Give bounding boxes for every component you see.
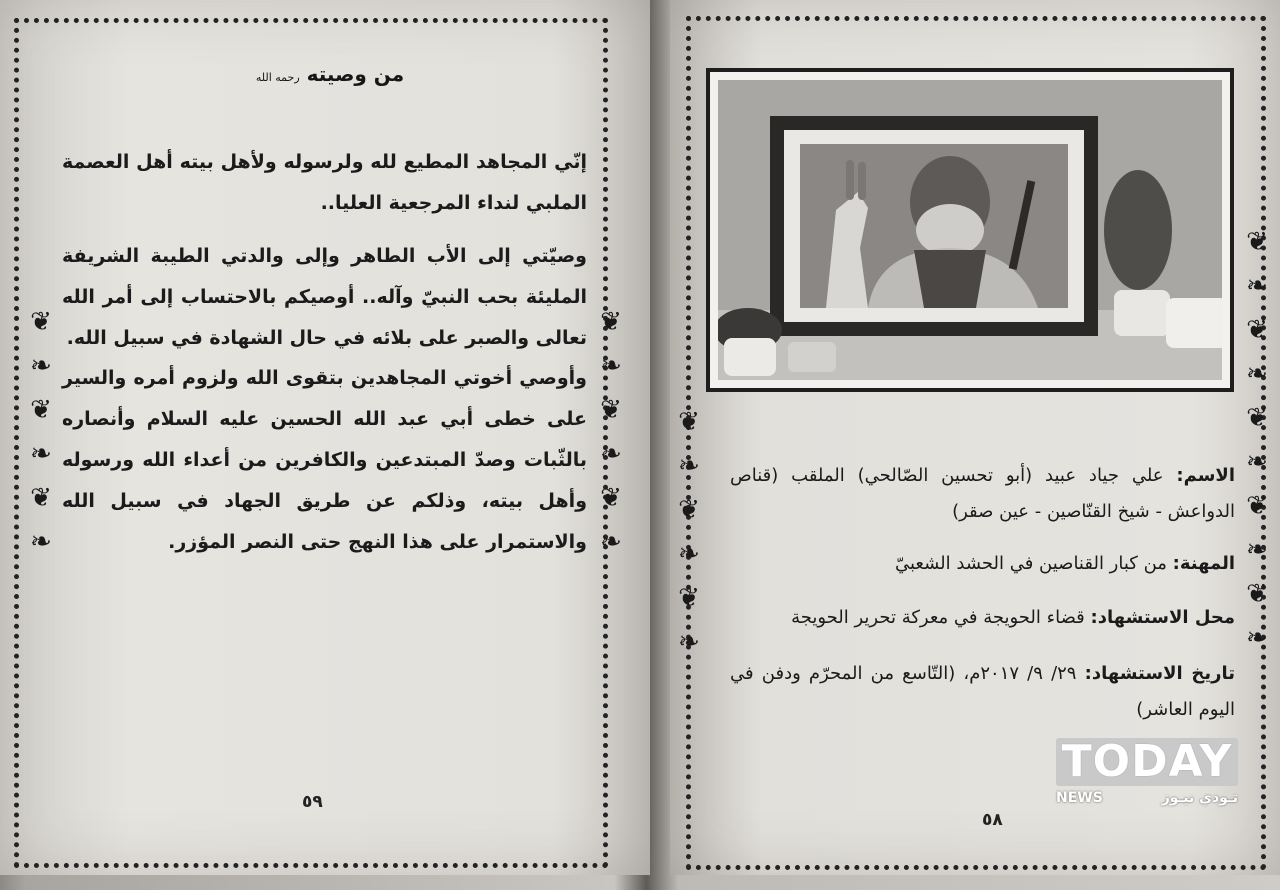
scroll-ornament-icon: ❧	[1246, 623, 1268, 653]
scroll-ornament-icon: ❦	[600, 307, 622, 337]
logo-brand-text: TODAY	[1056, 738, 1238, 786]
entry-profession-value: من كبار القناصين في الحشد الشعبيّ	[894, 553, 1167, 574]
scroll-ornament-icon: ❦	[600, 483, 622, 513]
portrait-photo	[718, 80, 1222, 380]
logo-subline	[1056, 790, 1238, 806]
scroll-ornament-icon: ❧	[30, 351, 52, 381]
left-ornament-outer	[30, 300, 52, 564]
entry-place-value: قضاء الحويجة في معركة تحرير الحويجة	[791, 607, 1085, 628]
scroll-ornament-icon: ❧	[600, 351, 622, 381]
scroll-ornament-icon: ❦	[30, 483, 52, 513]
logo-news-text: NEWS	[1056, 790, 1103, 806]
entry-profession-label: المهنة:	[1172, 553, 1235, 574]
right-ornament-inner	[678, 400, 700, 664]
left-ornament-inner	[600, 300, 622, 564]
left-page-number: ٥٩	[302, 792, 323, 812]
entry-place-label: محل الاستشهاد:	[1090, 607, 1235, 628]
portrait-photo-frame	[706, 68, 1234, 392]
will-paragraph-1: إنّي المجاهد المطيع لله ولرسوله ولأهل بيته أهل العصمة الملبي لنداء المرجعية العليا..	[62, 151, 587, 214]
scroll-ornament-icon: ❦	[30, 395, 52, 425]
scroll-ornament-icon: ❧	[1246, 535, 1268, 565]
right-ornament-outer	[1246, 220, 1268, 660]
scroll-ornament-icon: ❧	[30, 439, 52, 469]
scroll-ornament-icon: ❦	[30, 307, 52, 337]
scroll-ornament-icon: ❦	[1246, 315, 1268, 345]
scroll-ornament-icon: ❦	[1246, 227, 1268, 257]
scroll-ornament-icon: ❧	[600, 527, 622, 557]
scroll-ornament-icon: ❦	[600, 395, 622, 425]
scroll-ornament-icon: ❦	[678, 407, 700, 437]
entry-place	[730, 600, 1235, 636]
scroll-ornament-icon: ❧	[678, 627, 700, 657]
page-title	[230, 62, 430, 86]
scroll-ornament-icon: ❦	[1246, 579, 1268, 609]
portrait-photo-icon	[718, 80, 1222, 380]
logo-arabic-text: تـودي نيـوز	[1161, 790, 1238, 806]
entry-date	[730, 656, 1235, 728]
will-paragraph-3: وأوصي أخوتي المجاهدين بتقوى الله ولزوم أمره والسير على خطى أبي عبد الله الحسين عليه السلام وأنصاره بالثّبات وصدّ المبتدعين والكافرين من أعداء الله ورسوله وأهل بيته، وذلكم عن طريق الجهاد في سبيل الله والاستمرار على هذا النهج حتى النصر المؤزر.	[62, 367, 587, 553]
scroll-ornament-icon: ❧	[1246, 359, 1268, 389]
today-news-logo	[1056, 738, 1238, 816]
scroll-ornament-icon: ❦	[678, 495, 700, 525]
entry-date-label: تاريخ الاستشهاد:	[1084, 663, 1235, 684]
entry-profession	[730, 546, 1235, 582]
scroll-ornament-icon: ❧	[30, 527, 52, 557]
entry-name-value: علي جياد عبيد (أبو تحسين الصّالحي) الملقب (قناص الدواعش - شيخ القنّاصين - عين صقر)	[730, 465, 1235, 522]
right-page-number: ٥٨	[982, 810, 1003, 830]
scroll-ornament-icon: ❧	[1246, 271, 1268, 301]
title-text: من وصيته	[306, 62, 405, 86]
scroll-ornament-icon: ❦	[678, 583, 700, 613]
scroll-ornament-icon: ❧	[678, 539, 700, 569]
scroll-ornament-icon: ❦	[1246, 403, 1268, 433]
scroll-ornament-icon: ❧	[1246, 447, 1268, 477]
scroll-ornament-icon: ❦	[1246, 491, 1268, 521]
title-honorific: رحمه الله	[255, 71, 300, 84]
scroll-ornament-icon: ❧	[678, 451, 700, 481]
entry-name-label: الاسم:	[1176, 465, 1235, 486]
scroll-ornament-icon: ❧	[600, 439, 622, 469]
entry-date-value: ٢٩/ ٩/ ٢٠١٧م، (التّاسع من المحرّم ودفن في اليوم العاشر)	[730, 663, 1235, 720]
will-paragraph-2: وصيّتي إلى الأب الطاهر وإلى والدتي الطيبة الشريفة المليئة بحب النبيّ وآله.. أوصيكم بالاحتساب إلى أمر الله تعالى والصبر على بلائه في حال الشهادة في سبيل الله.	[62, 245, 587, 349]
entry-name	[730, 458, 1235, 530]
